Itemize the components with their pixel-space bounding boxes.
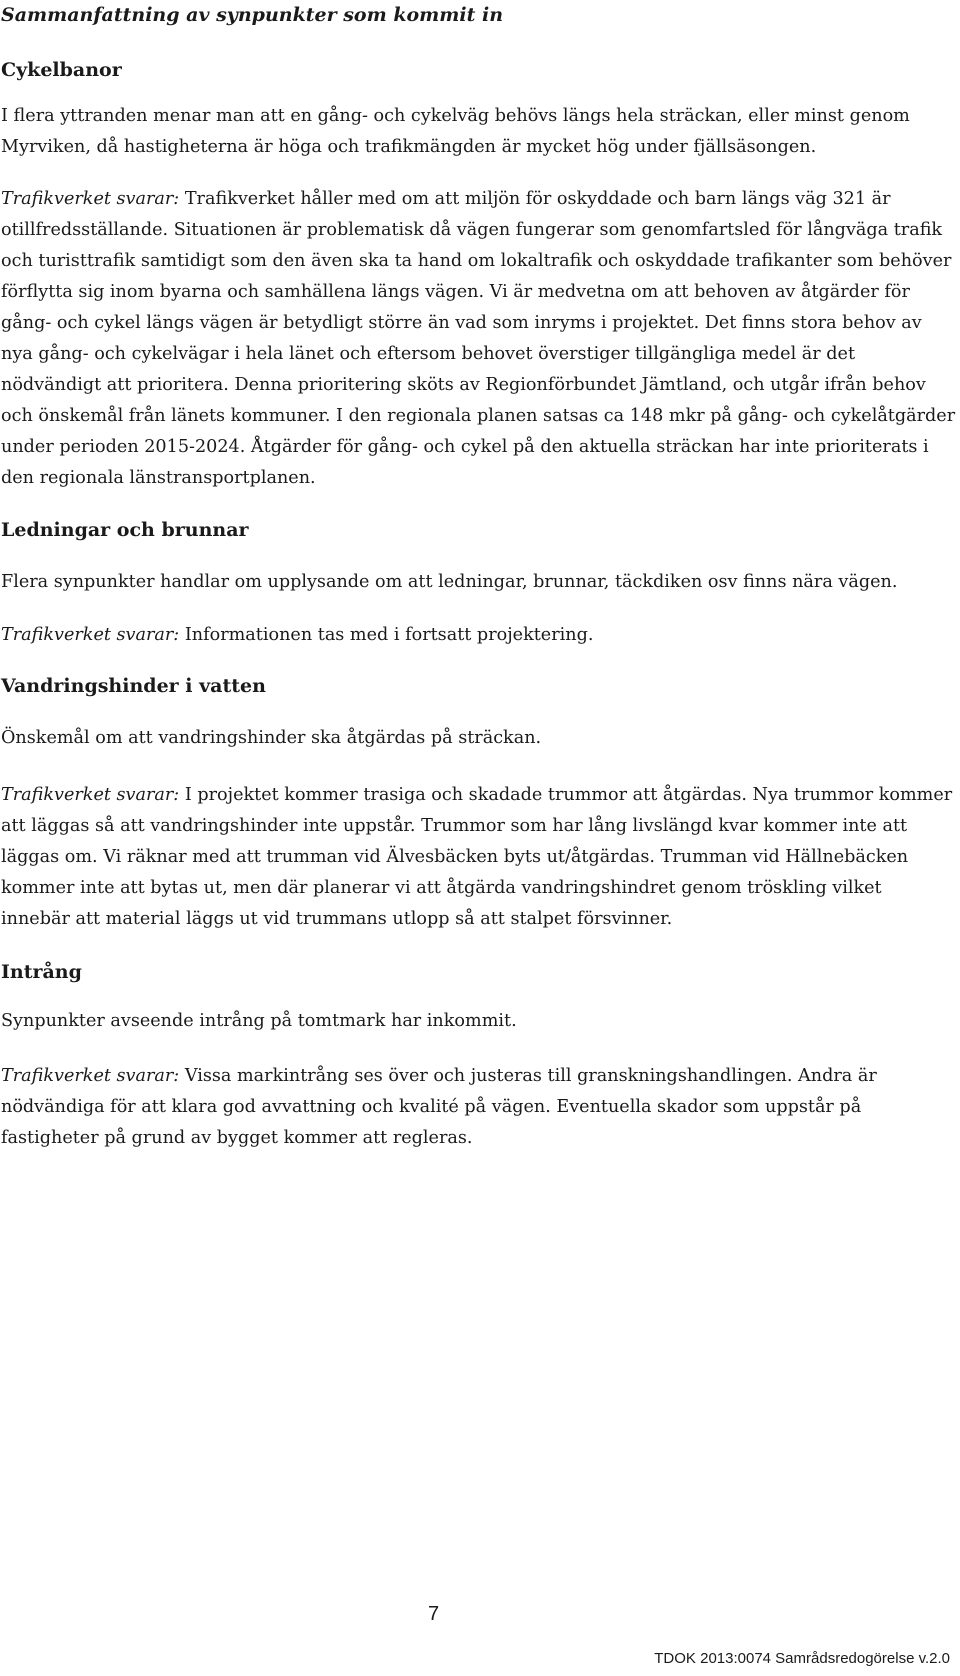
section-statement: Önskemål om att vandringshinder ska åtgärdas på sträckan. [1,728,542,748]
response-lead: Trafikverket svarar: [1,625,180,645]
section-response [1,780,956,935]
document-id-footer: TDOK 2013:0074 Samrådsredogörelse v.2.0 [654,1650,950,1667]
section-statement: Flera synpunkter handlar om upplysande om att ledningar, brunnar, täckdiken osv finns nära vägen. [1,572,898,592]
section-heading-ledningar: Ledningar och brunnar [1,519,249,541]
response-text: Vissa markintrång ses över och justeras till granskningshandlingen. Andra är nödvändiga för att klara god avvattning och kvalité på vägen. Eventuella skador som uppstår på fastigheter på grund av bygget kommer att regleras. [1,1066,877,1148]
response-text: Informationen tas med i fortsatt projektering. [179,625,594,645]
section-response [1,1061,956,1154]
response-lead: Trafikverket svarar: [1,1066,180,1086]
response-lead: Trafikverket svarar: [1,189,180,209]
response-text: Trafikverket håller med om att miljön för oskyddade och barn längs väg 321 är otillfredsställande. Situationen är problematisk då vägen fungerar som genomfartsled för långväga trafik och turisttrafik samtidigt som den även ska ta hand om lokaltrafik och oskyddade trafikanter som behöver förflytta sig inom byarna och samhällena längs vägen. Vi är medvetna om att behoven av åtgärder för gång- och cykel längs vägen är betydligt större än vad som inryms i projektet. Det finns stora behov av nya gång- och cykelvägar i hela länet och eftersom behovet överstiger tillgängliga medel är det nödvändigt att prioritera. Denna prioritering sköts av Regionförbundet Jämtland, och utgår ifrån behov och önskemål från länets kommuner. I den regionala planen satsas ca 148 mkr på gång- och cykelåtgärder under perioden 2015-2024. Åtgärder för gång- och cykel på den aktuella sträckan har inte prioriterats i den regionala länstransportplanen. [1,189,956,488]
document-title: Sammanfattning av synpunkter som kommit in [1,4,504,26]
response-lead: Trafikverket svarar: [1,785,180,805]
section-heading-cykelbanor: Cykelbanor [1,59,122,81]
section-response [1,620,956,651]
page-number: 7 [428,1603,440,1625]
document-body [1,0,956,1154]
section-heading-intrang: Intrång [1,961,82,983]
section-statement: I flera yttranden menar man att en gång- och cykelväg behövs längs hela sträckan, eller minst genom Myrviken, då hastigheterna är höga och trafikmängden är mycket hög under fjällsäsongen. [1,106,910,157]
section-response [1,184,956,494]
section-heading-vandringshinder: Vandringshinder i vatten [1,675,266,697]
section-statement: Synpunkter avseende intrång på tomtmark har inkommit. [1,1011,517,1031]
response-text: I projektet kommer trasiga och skadade trummor att åtgärdas. Nya trummor kommer att läggas så att vandringshinder inte uppstår. Trummor som har lång livslängd kvar kommer inte att läggas om. Vi räknar med att trumman vid Älvesbäcken byts ut/åtgärdas. Trumman vid Hällnebäcken kommer inte att bytas ut, men där planerar vi att åtgärda vandringshindret genom tröskling vilket innebär att material läggs ut vid trummans utlopp så att stalpet försvinner. [1,785,953,929]
